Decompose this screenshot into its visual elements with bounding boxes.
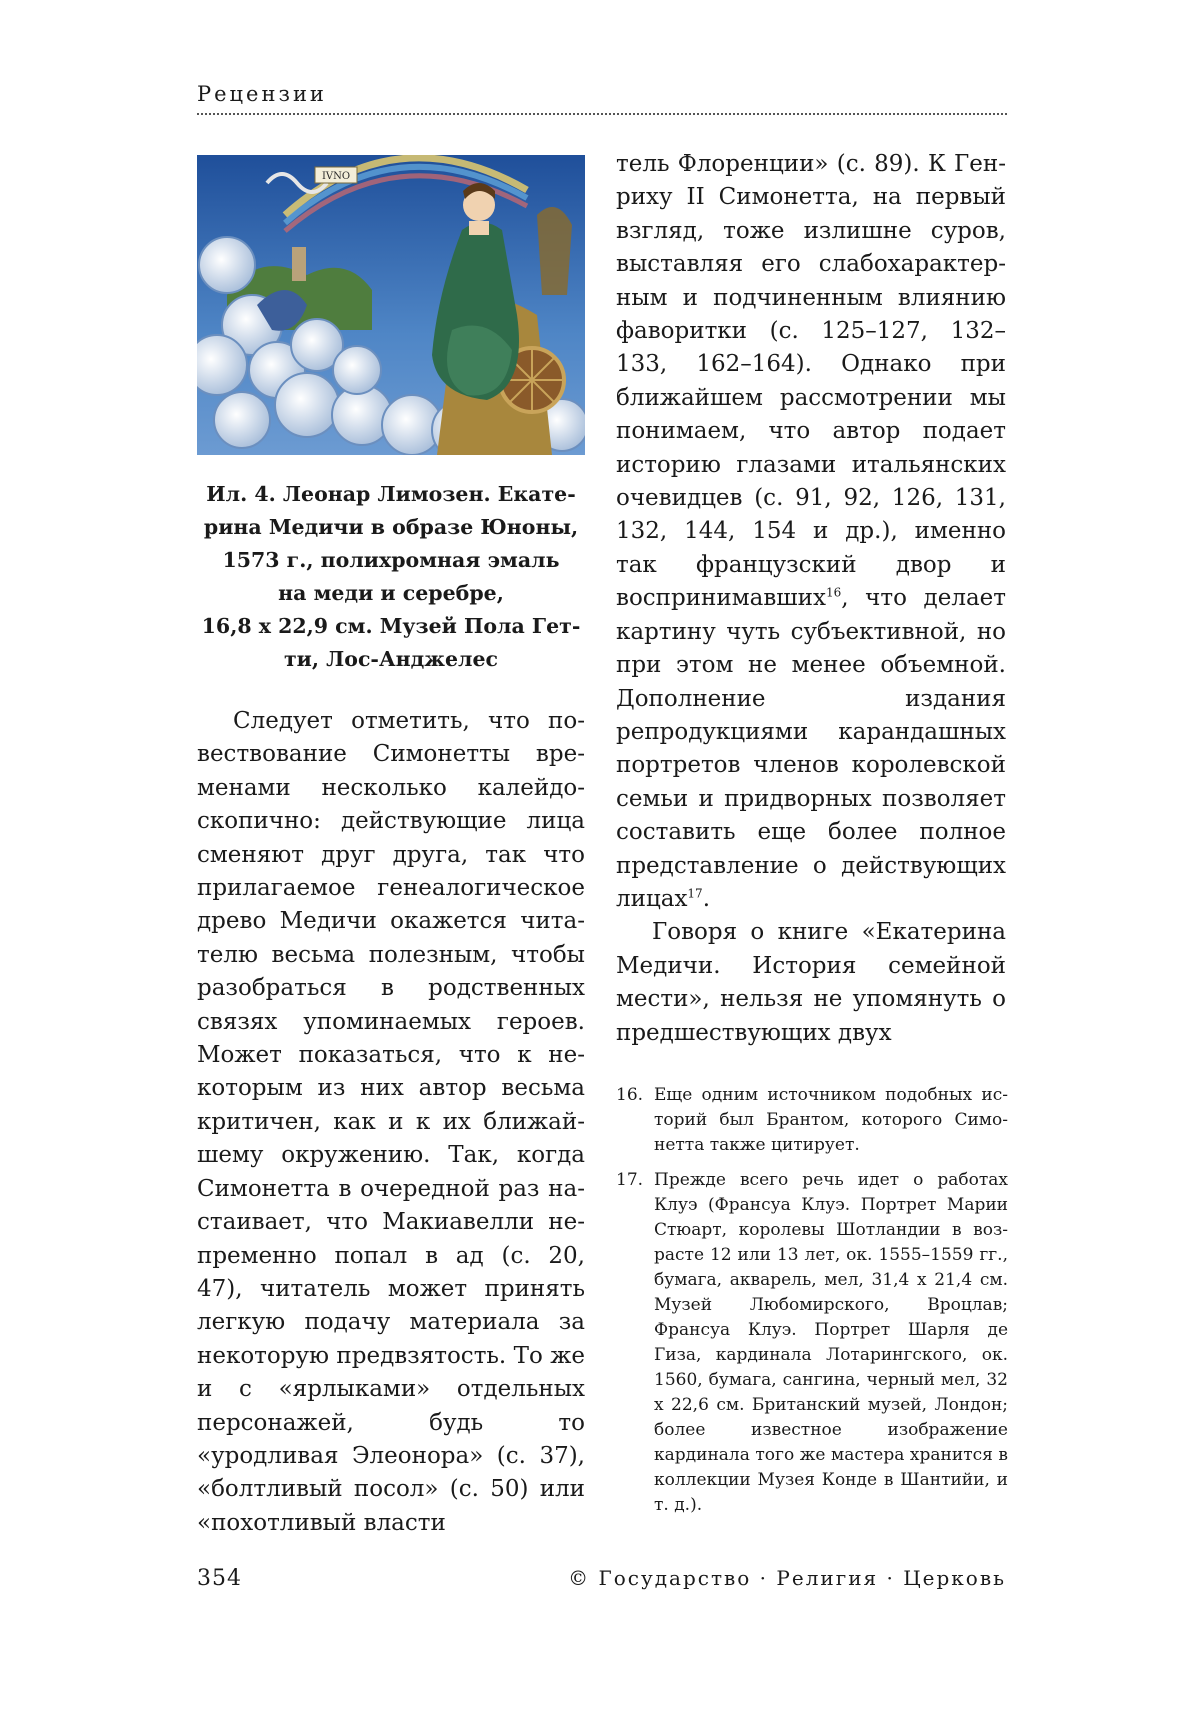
body-paragraph: Говоря о книге «Екатерина Медичи. История семейной мести», нельзя не упомянуть о предшествующих двух [616,919,1006,1046]
caption-line: 16,8 х 22,9 см. Музей Пола Гет- [201,614,581,638]
footnote-text: Прежде всего речь идет о работах Клуэ (Франсуа Клуэ. Портрет Марии Стюарт, королевы Шотландии в возрасте 12 или 13 лет, ок. 1555–1559 гг., бумага, акварель, мел, 31,4 х 21,4 см. Музей Любомирского, Вроцлав; Франсуа Клуэ. Портрет Шарля де Гиза, кардинала Лотарингского, ок. 1560, бумага, сангина, черный мел, 32 х 22,6 см. Британский музей, Лондон; более известное изображение кардинала того же мастера хранится в коллекции Музея Конде в Шантийи, и т. д.). [654,1170,1008,1515]
footnote-16 [616,1083,1008,1158]
paragraph-text: , что делает картину чуть субъективной, но при этом не менее объемной. Дополнение издания репродукциями карандашных портретов членов королевской семьи и придворных позволяет составить еще более полное представление о действующих лицах [616,585,1006,912]
illustration-enamel-juno [197,155,585,455]
paragraph-text: . [702,885,711,912]
caption-line: ти, Лос-Анджелес [283,647,499,671]
figure-inscription: IVNO [321,171,351,182]
paragraph-text: тель Флоренции» (с. 89). К Генриху II Симонетта, на первый взгляд, тоже излишне суров, выставляя его слабохарактерным и подчиненным влиянию фаворитки (с. 125–127, 132–133, 162–164). Однако при ближайшем рассмотрении мы понимаем, что автор подает историю глазами итальянских очевидцев (с. 91, 92, 126, 131, 132, 144, 154 и др.), именно так французский двор и воспринимавших [616,151,1006,612]
footnotes [616,1083,1008,1528]
footnote-ref-17[interactable]: 17 [687,886,703,901]
footnote-ref-16[interactable]: 16 [825,585,842,600]
page-number: 354 [197,1566,242,1591]
footnote-number: 16. [616,1085,644,1105]
footnote-17 [616,1168,1008,1518]
caption-line: рина Медичи в образе Юноны, [203,515,579,539]
caption-line: на меди и серебре, [278,581,504,605]
right-column [616,148,1006,1050]
running-head: Рецензии [197,82,327,106]
body-paragraph: Следует отметить, что повествование Симонетты временами несколько калейдоскопично: действующие лица сменяют друг друга, так что прилагаемое генеалогическое древо Медичи окажется читателю весьма полезным, чтобы разобраться в родственных связях упоминаемых героев. Может показаться, что к некоторым из них автор весьма критичен, как и к их ближайшему окружению. Так, когда Симонетта в очередной раз настаивает, что Макиавелли непременно попал в ад (с. 20, 47), читатель может принять легкую подачу материала за некоторую предвзятость. То же и с «ярлыками» отдельных персонажей, будь то «уродливая Элеонора» (с. 37), «болтливый посол» (с. 50) или «похотливый власти [197,708,585,1536]
caption-line: 1573 г., полихромная эмаль [222,548,560,572]
footnote-number: 17. [616,1170,644,1190]
body-paragraph-continued [616,148,1006,916]
header-rule [197,113,1007,115]
journal-title: © Государство · Религия · Церковь [568,1566,1006,1590]
left-column [197,705,585,1540]
caption-line: Ил. 4. Леонар Лимозен. Екате- [206,482,576,506]
footnote-text: Еще одним источником подобных историй был Брантом, которого Симонетта также цитирует. [654,1085,1008,1155]
figure-caption [197,478,585,676]
